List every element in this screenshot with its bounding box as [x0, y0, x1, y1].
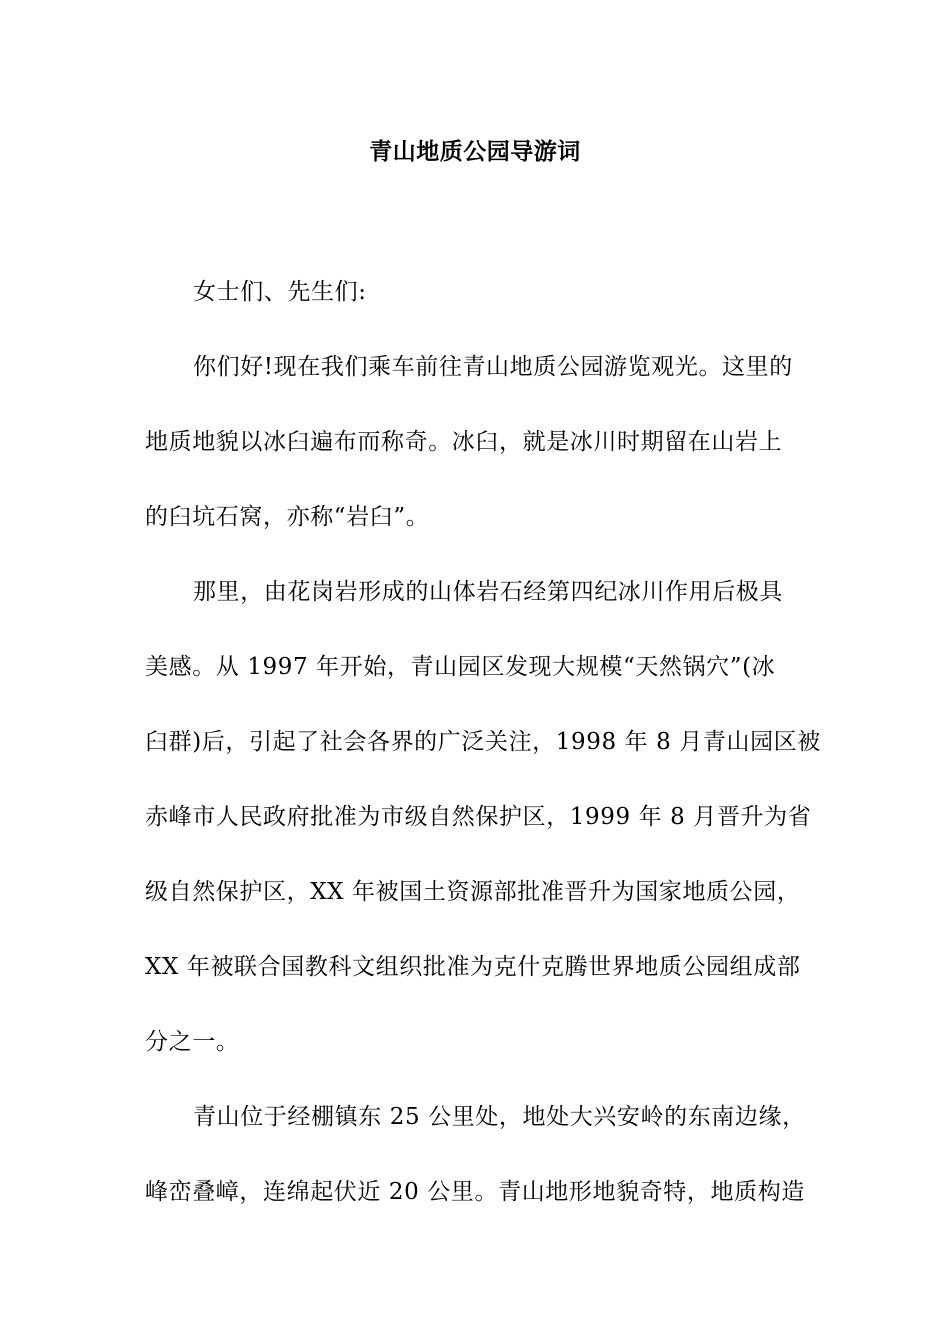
document-body: [145, 255, 821, 1230]
paragraph-2-line-7: 分之一。: [145, 1029, 240, 1055]
paragraph-salutation: 女士们、先生们:: [193, 279, 367, 305]
paragraph-2-line-5: 级自然保护区，XX 年被国土资源部批准晋升为国家地质公园，: [145, 879, 801, 905]
document-title: 青山地质公园导游词: [369, 139, 581, 165]
paragraph-2-line-2: 美感。从 1997 年开始，青山园区发现大规模“天然锅穴”(冰: [145, 654, 776, 680]
paragraph-1-line-2: 地质地貌以冰臼遍布而称奇。冰臼，就是冰川时期留在山岩上: [145, 429, 783, 455]
paragraph-2-line-1: 那里，由花岗岩形成的山体岩石经第四纪冰川作用后极具: [193, 579, 783, 605]
paragraph-2-line-6: XX 年被联合国教科文组织批准为克什克腾世界地质公园组成部: [145, 954, 801, 980]
paragraph-2-line-4: 赤峰市人民政府批准为市级自然保护区，1999 年 8 月晋升为省: [145, 804, 812, 830]
paragraph-1-line-1: 你们好!现在我们乘车前往青山地质公园游览观光。这里的: [193, 354, 793, 380]
paragraph-3-line-2: 峰峦叠嶂，连绵起伏近 20 公里。青山地形地貌奇特，地质构造: [145, 1179, 805, 1205]
paragraph-2-line-3: 臼群)后，引起了社会各界的广泛关注，1998 年 8 月青山园区被: [145, 729, 821, 755]
paragraph-1-line-3: 的臼坑石窝，亦称“岩臼”。: [145, 504, 430, 530]
paragraph-3-line-1: 青山位于经棚镇东 25 公里处，地处大兴安岭的东南边缘，: [193, 1104, 806, 1130]
